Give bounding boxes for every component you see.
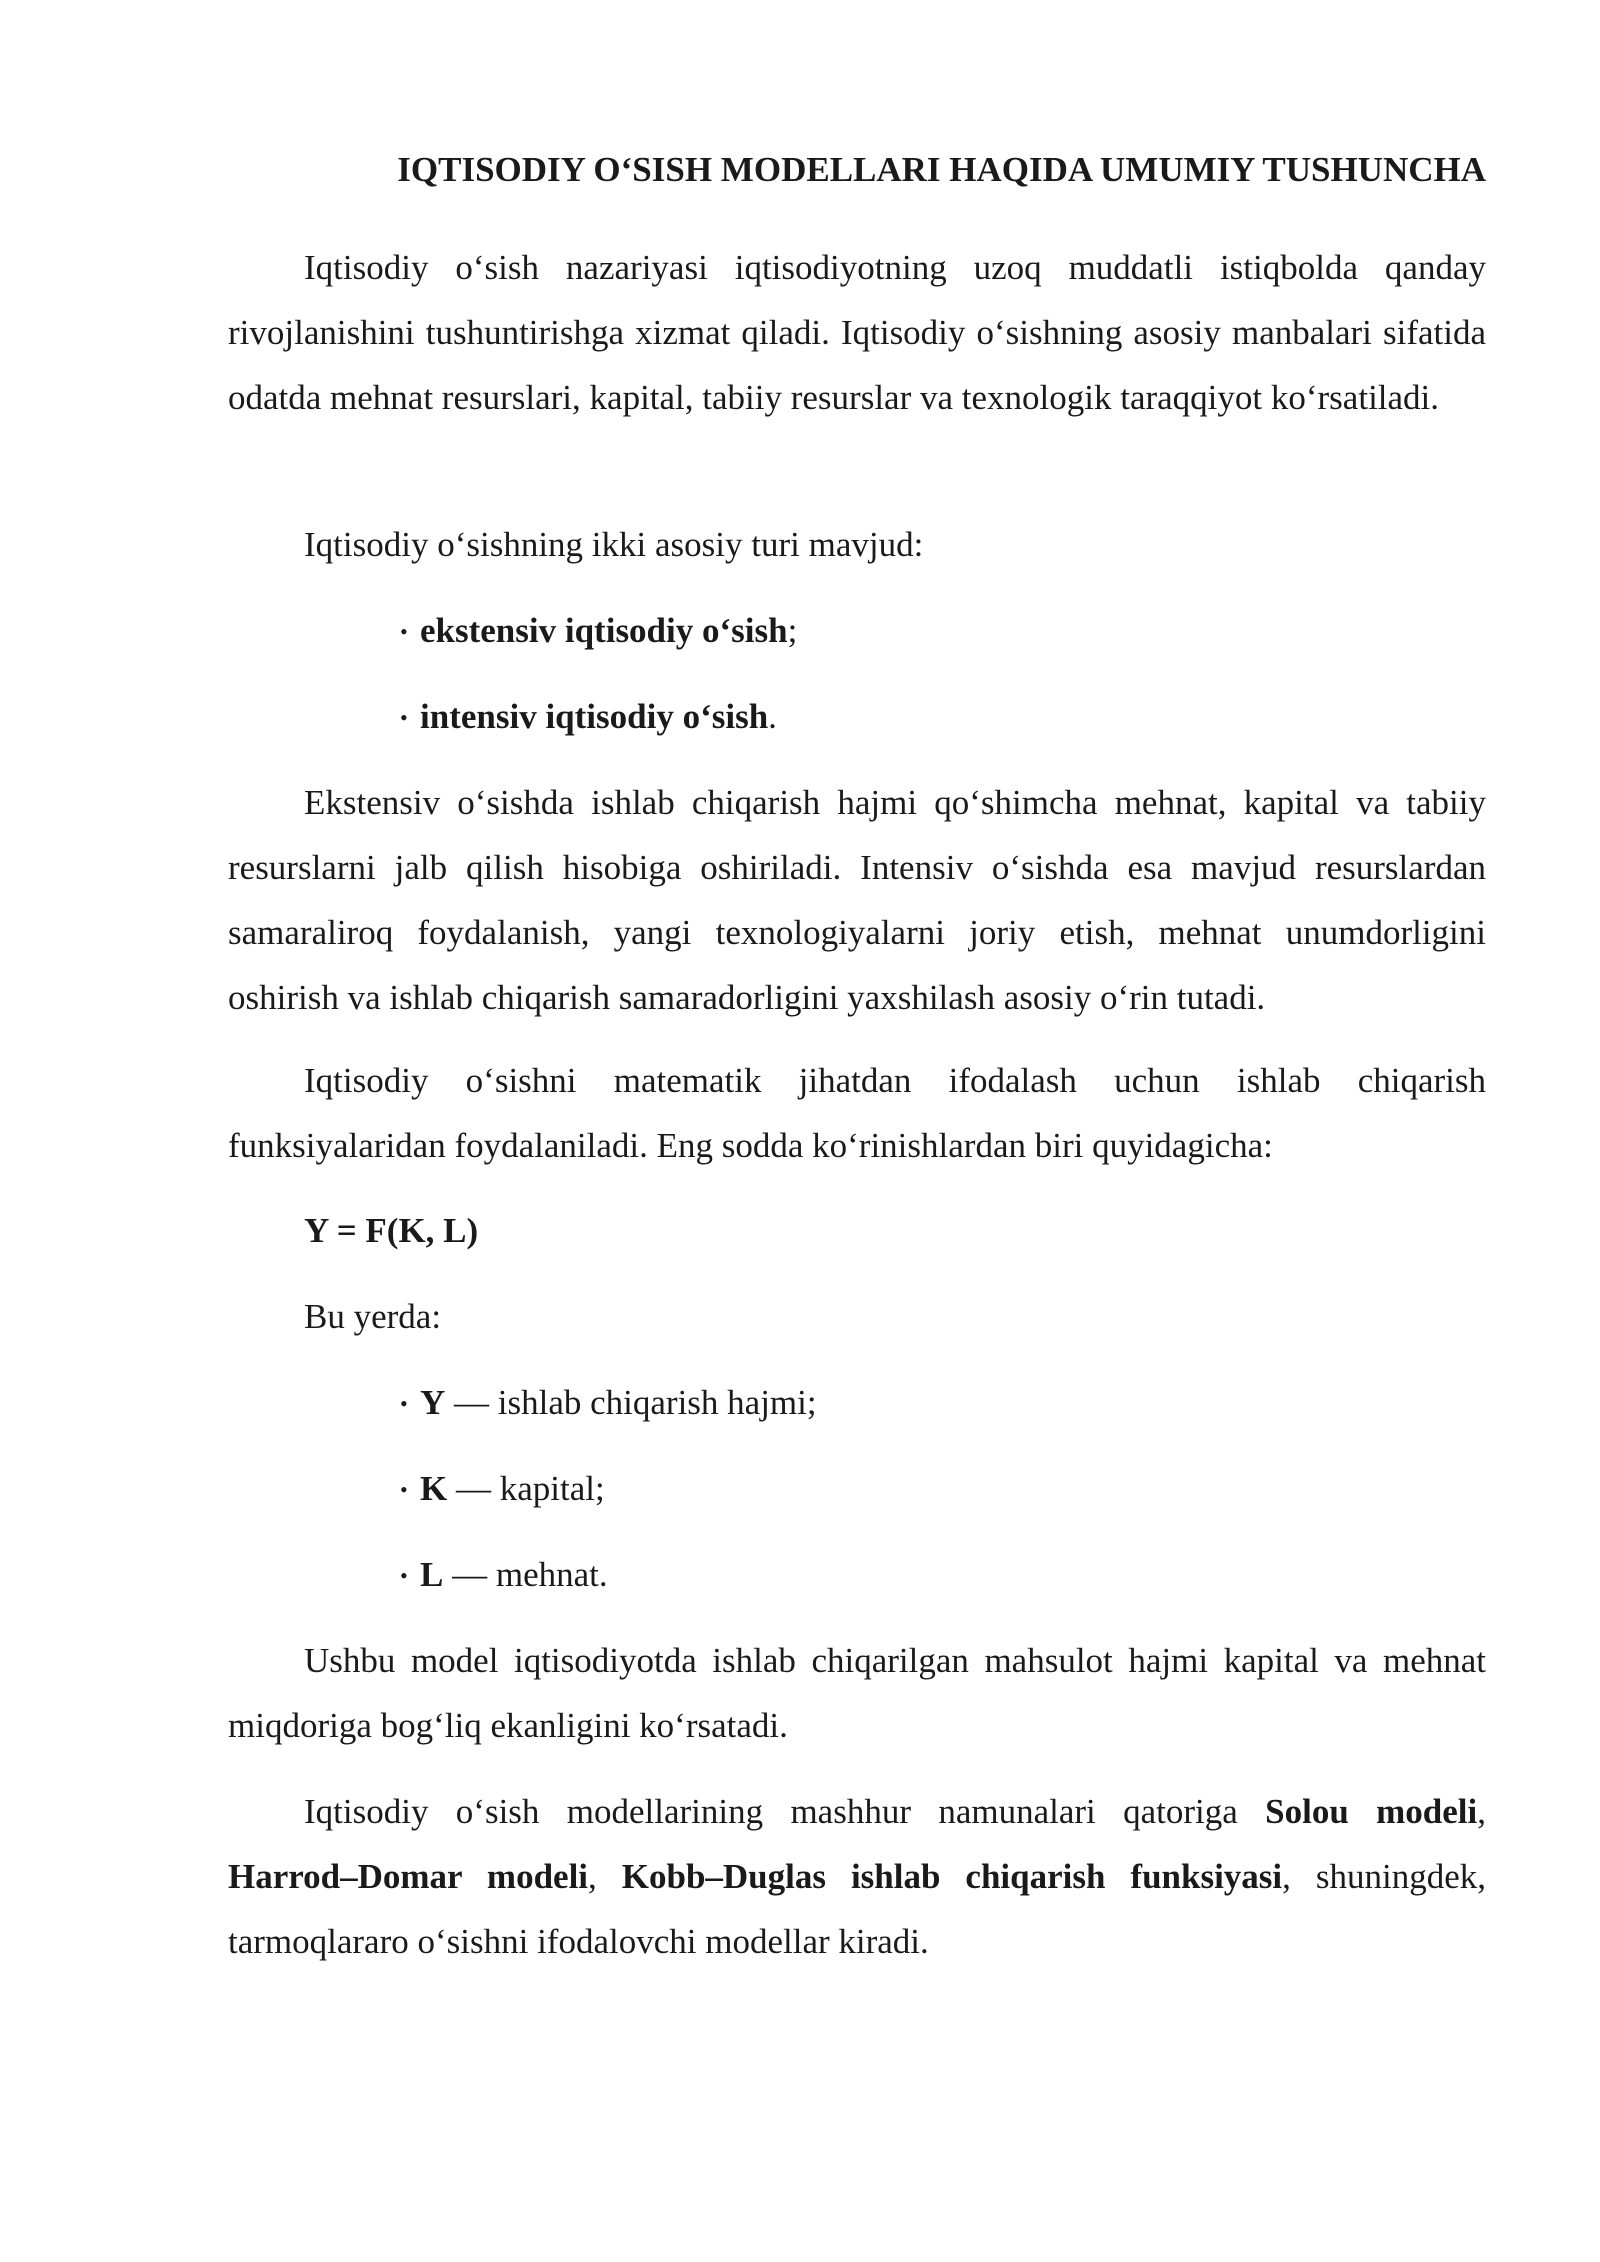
model-cobb-douglas: Kobb–Duglas ishlab chiqarish funksiyasi — [621, 1857, 1283, 1896]
examples-sep: , — [1477, 1792, 1486, 1831]
list-item-var-k — [400, 1456, 605, 1522]
list-item-var-y — [400, 1370, 817, 1436]
bullet-icon: • — [400, 1563, 408, 1588]
examples-sep: , — [588, 1857, 622, 1896]
paragraph-model-meaning: Ushbu model iqtisodiyotda ishlab chiqarilgan mahsulot hajmi kapital va mehnat miqdoriga bog‘liq ekanligini ko‘rsatadi. — [228, 1641, 1486, 1745]
variable-desc: — ishlab chiqarish hajmi; — [445, 1383, 817, 1422]
document-title: IQTISODIY O‘SISH MODELLARI HAQIDA UMUMIY TUSHUNCHA — [397, 150, 1486, 189]
list-item-punct: . — [768, 697, 777, 736]
list-item-term: ekstensiv iqtisodiy o‘sish — [420, 611, 788, 650]
bullet-icon: • — [400, 1477, 408, 1502]
model-solow: Solou modeli — [1265, 1792, 1478, 1831]
paragraph-production-function: Iqtisodiy o‘sishni matematik jihatdan ifodalash uchun ishlab chiqarish funksiyalaridan foydalaniladi. Eng sodda ko‘rinishlardan biri quyidagicha: — [228, 1061, 1486, 1165]
variable-symbol: Y — [420, 1383, 446, 1422]
list-item-punct: ; — [787, 611, 798, 650]
paragraph-growth-types-intro: Iqtisodiy o‘sishning ikki asosiy turi mavjud: — [304, 525, 924, 564]
formula-text: Y = F(K, L) — [304, 1211, 479, 1250]
model-harrod-domar: Harrod–Domar modeli — [228, 1857, 589, 1896]
list-item-var-l — [400, 1542, 608, 1608]
bullet-icon: • — [400, 705, 408, 730]
variable-symbol: L — [420, 1555, 444, 1594]
variable-symbol: K — [420, 1469, 448, 1508]
examples-outro: , shuningdek, tarmoqlararo o‘sishni ifodalovchi modellar kiradi. — [228, 1857, 1486, 1961]
paragraph-model-examples — [228, 1779, 1486, 1974]
variable-desc: — mehnat. — [443, 1555, 608, 1594]
paragraph-extensive-intensive: Ekstensiv o‘sishda ishlab chiqarish hajmi qo‘shimcha mehnat, kapital va tabiiy resurslarni jalb qilish hisobiga oshiriladi. Intensiv o‘sishda esa mavjud resurslardan samaraliroq foydalanish, yangi texnologiyalarni joriy etish, mehnat unumdorligini oshirish va ishlab chiqarish samaradorligini yaxshilash asosiy o‘rin tutadi. — [228, 783, 1486, 1017]
bullet-icon: • — [400, 1391, 408, 1416]
examples-intro: Iqtisodiy o‘sish modellarining mashhur namunalari qatoriga — [304, 1792, 1266, 1831]
list-item-term: intensiv iqtisodiy o‘sish — [420, 697, 769, 736]
paragraph-growth-theory: Iqtisodiy o‘sish nazariyasi iqtisodiyotning uzoq muddatli istiqbolda qanday rivojlanishini tushuntirishga xizmat qiladi. Iqtisodiy o‘sishning asosiy manbalari sifatida odatda mehnat resurslari, kapital, tabiiy resurslar va texnologik taraqqiyot ko‘rsatiladi. — [228, 248, 1486, 417]
bullet-icon: • — [400, 619, 408, 644]
variable-desc: — kapital; — [447, 1469, 605, 1508]
list-item-intensive — [400, 684, 777, 750]
paragraph-where: Bu yerda: — [304, 1297, 442, 1336]
list-item-extensive — [400, 598, 797, 664]
formula — [304, 1198, 478, 1263]
